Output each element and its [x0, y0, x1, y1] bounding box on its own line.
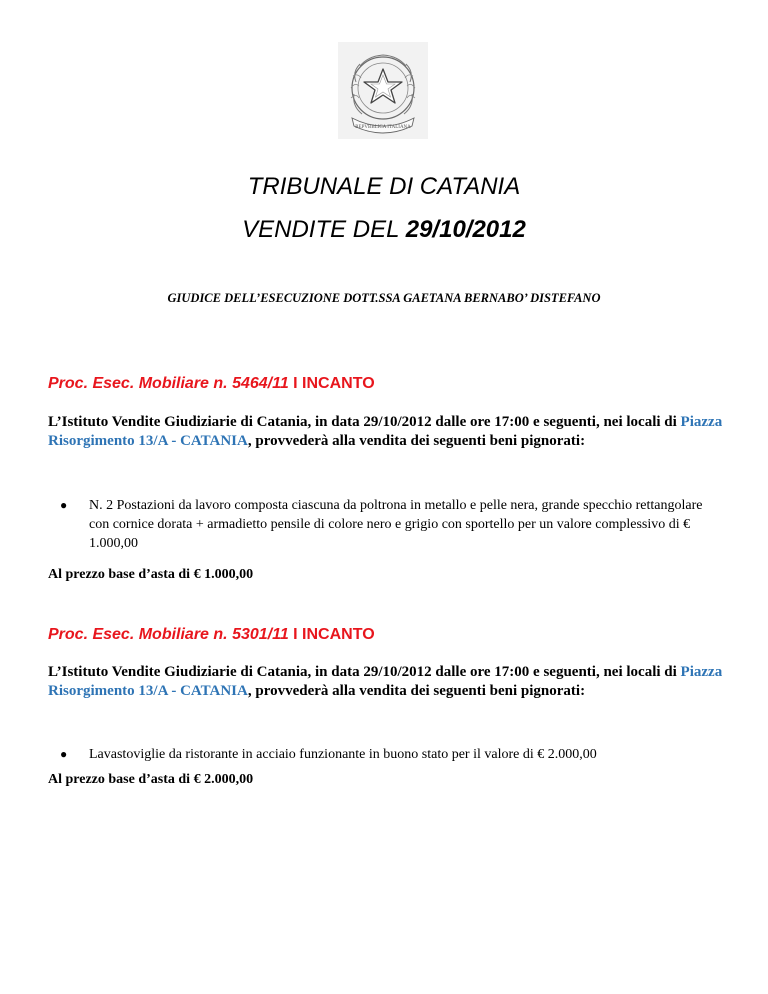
proc-heading-1 — [48, 374, 375, 394]
item-description: Lavastoviglie da ristorante in acciaio funzionante in buono stato per il valore di € 2.000,00 — [89, 747, 597, 762]
sale-location: Piazza Risorgimento 13/A - CATANIA — [48, 664, 723, 699]
intro-text-before: L’Istituto Vendite Giudiziarie di Catania, in data 29/10/2012 dalle ore 17:00 e seguenti, nei locali di — [48, 664, 681, 680]
intro-paragraph-2 — [48, 663, 728, 700]
incanto-label: I INCANTO — [288, 626, 375, 643]
incanto-label: I INCANTO — [288, 375, 375, 392]
proc-heading-2 — [48, 625, 375, 645]
judge-line: GIUDICE DELL’ESECUZIONE DOTT.SSA GAETANA BERNABO’ DISTEFANO — [167, 291, 601, 305]
sale-date: 29/10/2012 — [405, 216, 526, 243]
intro-text-before: L’Istituto Vendite Giudiziarie di Catania, in data 29/10/2012 dalle ore 17:00 e seguenti, nei locali di — [48, 414, 681, 430]
italian-republic-emblem-icon — [338, 42, 428, 139]
bullet-icon: ● — [60, 747, 68, 761]
page-title: TRIBUNALE DI CATANIA — [247, 173, 521, 200]
page-subtitle — [0, 216, 768, 244]
subtitle-prefix: VENDITE DEL — [242, 216, 406, 243]
emblem-ribbon-text: REPVBBLICA ITALIANA — [355, 125, 411, 130]
intro-paragraph-1 — [48, 413, 728, 450]
item-description: N. 2 Postazioni da lavoro composta ciascuna da poltrona in metallo e pelle nera, grande specchio rettangolare con cornice dorata + armadietto pensile di colore nero e grigio con sportello per un valore complessivo di € 1.000,00 — [89, 498, 703, 551]
sale-location: Piazza Risorgimento 13/A - CATANIA — [48, 414, 723, 449]
proc-number: Proc. Esec. Mobiliare n. 5301/11 — [48, 626, 289, 643]
intro-text-after: , provvederà alla vendita dei seguenti beni pignorati: — [247, 432, 586, 449]
bullet-icon: ● — [60, 498, 68, 512]
intro-text-after: , provvederà alla vendita dei seguenti beni pignorati: — [247, 682, 586, 699]
proc-number: Proc. Esec. Mobiliare n. 5464/11 — [48, 375, 289, 392]
base-price-2: Al prezzo base d’asta di € 2.000,00 — [48, 772, 254, 787]
base-price-1: Al prezzo base d’asta di € 1.000,00 — [48, 567, 254, 582]
